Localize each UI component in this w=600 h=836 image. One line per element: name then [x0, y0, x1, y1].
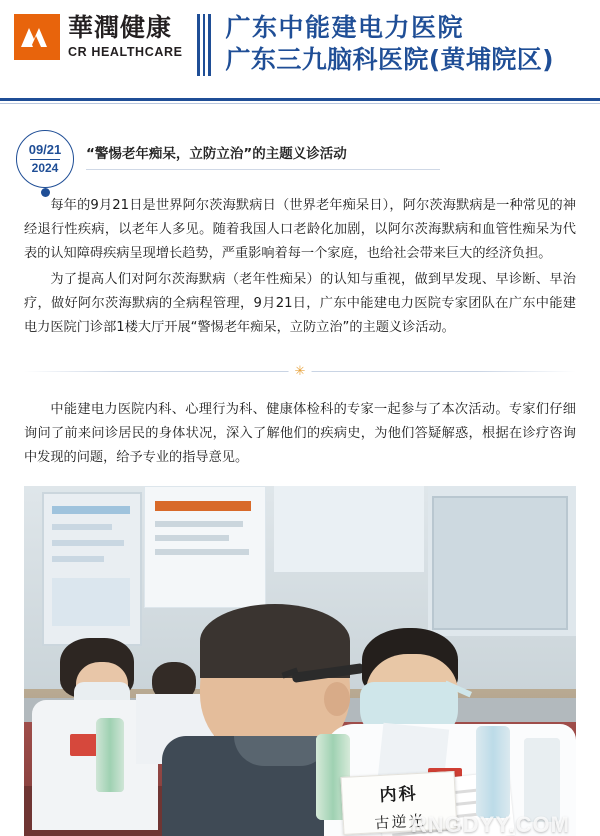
paragraph: 中能建电力医院内科、心理行为科、健康体检科的专家一起参与了本次活动。专家们仔细询问了前来问诊居民的身体状况，深入了解他们的疾病史，为他们答疑解惑，根据在诊疗咨询中发现的问题，给予专业的指导意见。 [24, 402, 576, 466]
header-rule-thick [0, 98, 600, 101]
nameplate-doctor-name: 古逆光 [374, 811, 426, 833]
brand-name-en: CR HEALTHCARE [68, 44, 183, 59]
article-title-text: “警惕老年痴呆，立防立治”的主题义诊活动 [86, 146, 347, 162]
paragraph: 每年的9月21日是世界阿尔茨海默病日（世界老年痴呆日），阿尔茨海默病是一种常见的神经退行性疾病，以老年人多见。随着我国人口老龄化加剧，以阿尔茨海默病和血管性痴呆为代表的认知障碍疾病呈现增长趋势，严重影响着每一个家庭，也给社会带来巨大的经济负担。 [24, 198, 576, 262]
hospital-names [226, 10, 554, 76]
wall-poster [144, 486, 266, 608]
page-title [86, 142, 440, 170]
brand-text [68, 15, 183, 58]
doorway [432, 496, 568, 630]
article-body-2 [0, 398, 600, 470]
cr-healthcare-logo-icon [14, 14, 60, 60]
date-year: 2024 [31, 161, 59, 176]
header-divider [197, 14, 214, 76]
date-day: 09/21 [28, 141, 62, 157]
asterisk-icon: ✳ [289, 362, 312, 380]
article-title-row [0, 130, 600, 194]
page-header [0, 0, 600, 92]
brand-block [14, 10, 183, 60]
header-rule-thin [0, 103, 600, 104]
date-dot-marker [41, 188, 50, 197]
section-divider [24, 362, 576, 380]
photo-watermark: RNGDYY.COM [410, 812, 570, 836]
hospital-name-secondary: 广东三九脑科医院(黄埔院区) [225, 45, 554, 74]
photo-canvas [24, 486, 576, 836]
wall-panel [274, 486, 424, 572]
wall-poster [42, 492, 142, 646]
brand-name-cn: 華潤健康 [68, 13, 173, 43]
hospital-name-primary: 广东中能建电力医院 [225, 13, 465, 42]
date-separator [30, 159, 60, 160]
article-body [0, 194, 600, 340]
date-badge [16, 130, 74, 188]
article-photo [24, 486, 576, 836]
paragraph: 为了提高人们对阿尔茨海默病（老年性痴呆）的认知与重视，做到早发现、早诊断、早治疗，做好阿尔茨海默病的全病程管理，9月21日，广东中能建电力医院专家团队在广东中能建电力医院门诊部1楼大厅开展“警惕老年痴呆，立防立治”的主题义诊活动。 [24, 272, 576, 336]
nameplate-department: 内科 [379, 784, 419, 807]
